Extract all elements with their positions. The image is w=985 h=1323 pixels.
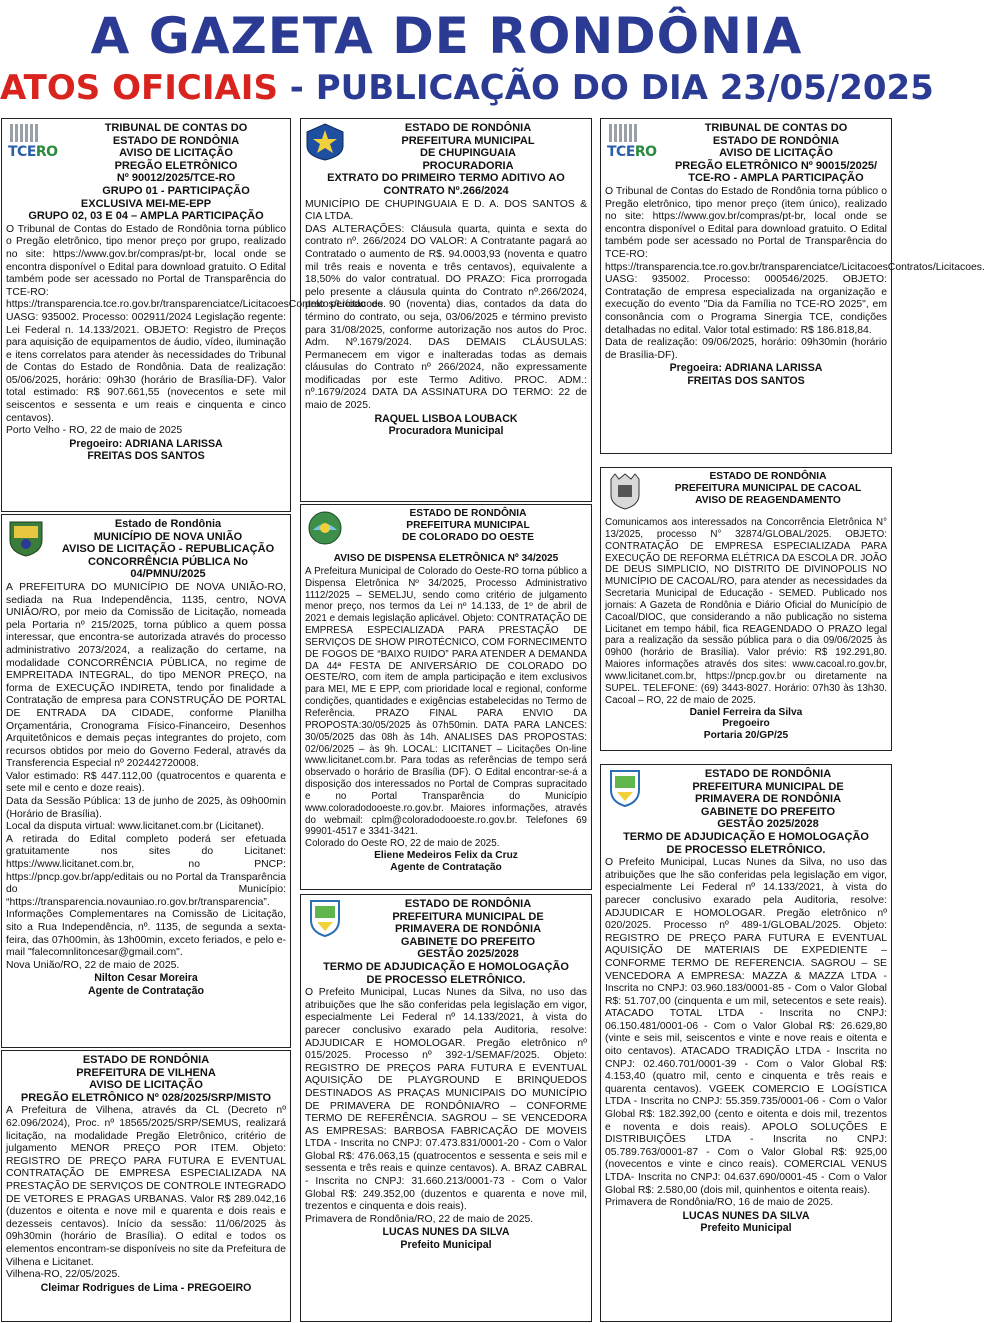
tce-ro-logo-icon: TCERO [6, 122, 62, 166]
notice-signature: Procuradora Municipal [388, 425, 504, 438]
notice-heading: TERMO DE ADJUDICAÇÃO E HOMOLOGAÇÃO [323, 960, 569, 973]
notice-paragraph: A retirada do Edital completo poderá ser efetuada gratuitamente nos sites do Licitanet: https://www.licitanet.com.br, no PNCP: https://pncp.gov.br/app/editais ou no Portal da Transparência do Município: “https://transparencia.novauniao.ro.gov.br/transparencia”. [6, 833, 286, 908]
notice-paragraph: UASG: 935002. Processo: 002911/2024 Legislação regente: Lei Federal n. 14.133/2021. OBJETO: Registro de Preços para aquisição de equipamentos de áudio, vídeo, iluminação e itens correlatos para atender às necessidades do Tribunal de Contas do Estado de Rondônia. Data de realização: 05/06/2025, horário: 09h30 (horário de Brasília-DF). Valor total estimado: R$ 907.661,55 (novecentos e sete mil seiscentos e sessenta e um reais e cinquenta e cinco centavos). [6, 311, 286, 424]
notice-heading: GRUPO 01 - PARTICIPAÇÃO [102, 184, 250, 197]
notice-heading: GRUPO 02, 03 E 04 – AMPLA PARTICIPAÇÃO [28, 210, 264, 223]
notice-signature: Agente de Contratação [390, 861, 502, 873]
notice-paragraph: O Tribunal de Contas do Estado de Rondônia torna público o Pregão eletrônico, tipo menor preço (item único), realizado no site: https://www.gov.br/compras/pt-br, local onde se encontra disponível o Edital para download gratuito. O Edital também pode ser acessado no Portal de Transparência do TCE-RO: https://transparencia.tce.ro.gov.br/transparenciatce/LicitacoesContratos/Licitacoes. [605, 185, 985, 273]
notice-heading: ESTADO DE RONDÔNIA [409, 508, 527, 519]
notice-heading: ESTADO DE RONDÔNIA [704, 768, 832, 780]
notice-signature: Agente de Contratação [88, 984, 204, 997]
notice-paragraph: Primavera de Rondônia/RO, 16 de maio de 2025. [605, 1197, 834, 1209]
notice-heading: MUNICÍPIO DE NOVA UNIÃO [93, 530, 243, 543]
notice-heading: ESTADO DE RONDÔNIA [709, 471, 827, 482]
notice-heading: GABINETE DO PREFEITO [400, 935, 536, 948]
notice-signature: RAQUEL LISBOA LOUBACK [374, 412, 518, 425]
notice-paragraph: A Prefeitura Municipal de Colorado do Oeste-RO torna público a Dispensa Eletrônica Nº 34/2025, Processo Administrativo 1112/2025 – SEMELJU, sendo como critério de julgamento menor preço, nos termos da Lei nº 14.133, de 1º de abril de 2021 e demais legislação aplicável. Objeto: CONTRATAÇÃO DE EMPRESA ESPECIALIZADA PARA PRESTAÇÃO DE SERVIÇOS DE SHOW PIROTÉCNICO, COM FORNECIMENTO DE FOGOS DE “BAIXO RUIDO” PARA ATENDER A DEMANDA DA 44ª FESTA DE ANIVERSÁRIO DE COLORADO DO OESTE/RO, com item de ampla participação e item exclusivos para MEI, ME E EPP, com prioridade local e regional, conforme condições, quantidades e exigências estabelecidas no Termo de Referência. PRAZO FINAL PARA ENVIO DA PROPOSTA:30/05/2025 às 07h50min. DATA PARA LANCES: 30/05/2025 das 08h às 14h. ANALISES DAS PROPOSTAS: 02/06/2025 – às 9h. LOCAL: LICITANET – Licitações On-line www.licitanet.com.br. Para todas as referências de tempo será observado o horário de Brasília (DF). O Edital encontrar-se-á a disposição dos interessados no Portal de Compras supracitado e no Portal Transparência do Município www.coloradodooeste.ro.gov.br. Maiores informações, através do webmail: cplm@coloradodooeste.ro.gov.br. Telefones 69 99901-4517 e 3341-3421. [305, 565, 587, 838]
notice-signature: Prefeito Municipal [700, 1222, 792, 1235]
notice-signature: Pregoeira: ADRIANA LARISSA [669, 362, 823, 375]
tce-ro-logo-icon: TCERO [605, 122, 661, 166]
notice-paragraph: O Prefeito Municipal, Lucas Nunes da Silva, no uso das atribuições que lhe são conferidas pela legislação em vigor, especialmente Lei Federal nº 14.133/2021, à vista do parecer conclusivo exarado pela Auditoria, resolve: ADJUDICAR E HOMOLOGAR. Pregão eletrônico nº 015/2025. Processo nº 392-1/SEMAF/2025. Objeto: REGISTRO DE PREÇOS PARA FUTURA E EVENTUAL AQUISIÇÃO DE PLAYGROUND E BRINQUEDOS DESTINADOS AS PRAÇAS MUNICIPAIS DO MUNICÍPIO DE PRIMAVERA DE RONDÔNIA/RO – CONFORME TERMO DE REFERÊNCIA. SAGROU – SE VENCEDORA AS EMPRESAS: BARBOSA FABRICAÇÃO DE MOVEIS LTDA - Inscrita no CNPJ: 07.473.831/0001-20 - Com o Valor Global R$: 476.063,15 (quatrocentos e sessenta e seis mil e sessenta e três reais e quinze centavos). A. BRAZ CABRAL - Inscrita no CNPJ: 31.660.213/0001-73 - Com o Valor Global R$: 249.352,00 (duzentos e quarenta e nove mil, trezentos e cinquenta e dois reais). [305, 987, 587, 1213]
notice-heading: PREFEITURA MUNICIPAL DE [692, 780, 844, 793]
notice-signature: Prefeito Municipal [400, 1239, 492, 1252]
notice-heading: AVISO DE DISPENSA ELETRÔNICA Nº 34/2025 [333, 553, 559, 564]
notice-heading: ESTADO DE RONDÔNIA [112, 134, 240, 147]
notice-signature: Eliene Medeiros Felix da Cruz [374, 850, 518, 862]
colorado-crest-icon [305, 508, 345, 553]
notice-signature: Cleimar Rodrigues de Lima - PREGOEIRO [40, 1281, 252, 1294]
notice-heading: DE PROCESSO ELETRÔNICO. [666, 843, 826, 856]
notice-heading: EXTRATO DO PRIMEIRO TERMO ADITIVO AO CONTRATO Nº.266/2024 [327, 172, 565, 197]
notice-tce-pregao-90015 [600, 118, 985, 454]
notice-heading: GABINETE DO PREFEITO [700, 805, 836, 818]
notice-heading: GESTÃO 2025/2028 [717, 818, 819, 831]
notice-heading: AVISO DE LICITAÇÃO - REPUBLICAÇÃO [61, 543, 275, 556]
notice-heading: TCE-RO - AMPLA PARTICIPAÇÃO [688, 172, 864, 185]
notice-heading: ESTADO DE RONDÔNIA [712, 134, 840, 147]
notice-paragraph: UASG: 935002. Processo: 000546/2025. OBJETO: Contratação de empresa especializada na organização e execução do evento "Dia da Família no TCE-RO 2025", em consonância com o Programa Sinergia TCE, condições detalhadas no edital. Valor total estimado: R$ 186.818,84. [605, 274, 887, 336]
notice-chupinguaia-termo-aditivo [300, 118, 592, 502]
notice-heading: PREFEITURA MUNICIPAL DE CACOAL [674, 482, 862, 494]
notice-heading: EXCLUSIVA MEI-ME-EPP [80, 197, 212, 210]
notice-heading: ESTADO DE RONDÔNIA [404, 898, 532, 910]
notice-paragraph: Local da disputa virtual: www.licitanet.com.br (Licitanet). [6, 821, 265, 833]
notice-signature: LUCAS NUNES DA SILVA [682, 1209, 810, 1222]
notice-heading: Estado de Rondônia [114, 518, 222, 530]
notice-heading: AVISO DE LICITAÇÃO [89, 1079, 203, 1092]
notice-vilhena-pregao [1, 1050, 291, 1322]
primavera-crest-icon [305, 898, 345, 943]
notice-paragraph: Valor estimado: R$ 447.112,00 (quatrocentos e quarenta e sete mil e cento e doze reais). [6, 770, 286, 795]
notice-paragraph: Vilhena-RO, 22/05/2025. [6, 1269, 121, 1281]
notice-heading: PREFEITURA MUNICIPAL DE [392, 910, 544, 923]
notice-heading: PREGÃO ELETRÔNICO Nº 028/2025/SRP/MISTO [20, 1091, 272, 1104]
notice-heading: TRIBUNAL DE CONTAS DO [704, 122, 848, 134]
masthead [0, 0, 934, 112]
notice-heading: AVISO DE LICITAÇÃO [119, 147, 233, 160]
notice-cacoal-reagendamento [600, 467, 892, 751]
chupinguaia-crest-icon [305, 122, 345, 167]
notice-signature: FREITAS DOS SANTOS [87, 450, 205, 463]
notice-paragraph: Porto Velho - RO, 22 de maio de 2025 [6, 425, 183, 437]
notice-tce-pregao-90012 [1, 118, 386, 512]
primavera-crest-icon [605, 768, 645, 813]
notice-colorado-dispensa [300, 504, 592, 890]
notice-paragraph: Primavera de Rondônia/RO, 22 de maio de 2025. [305, 1213, 534, 1225]
notice-signature: Daniel Ferreira da Silva [689, 706, 803, 718]
section-title: ATOS OFICIAIS [0, 68, 278, 108]
notice-heading: PRIMAVERA DE RONDÔNIA [694, 793, 842, 806]
notice-paragraph: Nova União/RO, 22 de maio de 2025. [6, 959, 180, 971]
notice-paragraph: Comunicamos aos interessados na Concorrência Eletrônica N° 13/2025, processo N° 32874/GLOBAL/2025. OBJETO: CONTRATAÇÃO DE EMPRESA ESPECIALIZADA PARA EXECUÇÃO DE REFORMA ELÉTRICA DA ESCOLA DR. JOÃO DE DEUS SIMPLICIO, NO DISTRITO DE DIVINOPOLIS NO MUNICÍPIO DE CACOAL/RO, para atender as necessidades da Secretaria Municipal de Educação - SEMED. Publicado nos jornais: A Gazeta de Rondônia e Diário Oficial do Município de Cacoal/DIOC, que considerando a não publicação no sistema Licitanet em tempo hábil, fica REAGENDADO O PRAZO legal para a realização da sessão pública para o dia 09/06/2025 às 09h00 (horário de Brasília). Valor prévio: R$ 192.291,80. Maiores informações através dos sites: www.cacoal.ro.gov.br, www.licitanet.com.br, https://pncp.gov.br ou diretamente na SUPEL. TELEFONE: (69) 3443-8027. Horário: 07h30 às 13h30. Cacoal – RO, 22 de maio de 2025. [605, 517, 887, 706]
notice-paragraph: O Tribunal de Contas do Estado de Rondônia torna público o Pregão eletrônico, tipo menor preço por grupo, realizado no site: https://www.gov.br/compras/pt-br, local onde se encontra disponível o Edital para download gratuito. O Edital também pode ser acessado no Portal de Transparência do TCE-RO: https://transparencia.tce.ro.gov.br/transparenciatce/LicitacoesContratos/Licitacoes. [6, 223, 386, 311]
notice-heading: GESTÃO 2025/2028 [417, 948, 519, 961]
notice-signature: Portaria 20/GP/25 [703, 730, 789, 742]
notice-heading: AVISO DE LICITAÇÃO [719, 147, 833, 160]
notice-signature: Pregoeiro: ADRIANA LARISSA [69, 437, 223, 450]
notice-heading: TERMO DE ADJUDICAÇÃO E HOMOLOGAÇÃO [623, 830, 869, 843]
notice-paragraph: MUNICÍPIO DE CHUPINGUAIA E D. A. DOS SANTOS & CIA LTDA. [305, 198, 587, 223]
notice-primavera-homologacao-015 [300, 894, 592, 1322]
notice-paragraph: O Prefeito Municipal, Lucas Nunes da Silva, no uso das atribuições que lhe são conferidas pela legislação em vigor, especialmente Lei Federal nº 14.133/2021, à vista do parecer conclusivo exarado pela Auditoria, resolve: ADJUDICAR E HOMOLOGAR. Pregão eletrônico nº 020/2025. Processo nº 489-1/GLOBAL/2025. Objeto: REGISTRO DE PREÇO PARA FUTURA E EVENTUAL AQUISIÇÃO DE MATERIAIS DE EXPEDIENTE – CONFORME TERMO DE REFERENCIA. SAGROU – SE VENCEDORA A EMPRESA: MAZZA & MAZZA LTDA - Inscrita no CNPJ: 03.960.183/0001-85 - Com o Valor Global R$: 51.707,00 (cinquenta e um mil, setecentos e sete reais). ATACADO TOTAL LTDA - Inscrita no CNPJ: 06.150.481/0001-06 - Com o Valor Global R$: 26.629,80 (vinte e seis mil, seiscentos e vinte e nove reais e oitenta e oito centavos). ATACADO TRADIÇÃO LTDA - Inscrita no CNPJ: 02.460.701/0001-39 - Com o Valor Global R$: 4.153,40 (quatro mil, cento e cinquenta e três reais e quarenta centavos). VGEEK COMERCIO E LOGÍSTICA LTDA - Inscrita no CNPJ: 55.359.735/0001-06 - Com o Valor Global R$: 182.392,00 (cento e oitenta e dois mil, trezentos e noventa e dois reais). APOLO SOLUÇÕES E DISTRIBUIÇÕES LTDA - Inscrita no CNPJ: 05.789.763/0001-87 - Com o Valor Global R$: 925,00 (novecentos e vinte e cinco reais). COMERCIAL VENUS LTDA- Inscrita no CNPJ: 04.637.690/0001-45 - Com o Valor Global R$: 2.580,00 (dois mil, quinhentos e oitenta reais). [605, 857, 887, 1196]
notice-heading: DE COLORADO DO OESTE [402, 531, 534, 543]
notice-paragraph: Informações Complementares na Comissão de Licitação, sito a Rua Independência, nº. 1135, de segunda a sexta-feira, das 07h00min, às 13h00min, exceto feriados, e pelo e-mail "falecomnlitoncesar@gmail.com". [6, 909, 286, 959]
notice-heading: PREFEITURA DE VILHENA [76, 1066, 216, 1079]
notice-heading: ESTADO DE RONDÔNIA [82, 1054, 210, 1066]
notice-heading: DE CHUPINGUAIA [420, 147, 516, 160]
notice-signature: FREITAS DOS SANTOS [687, 374, 805, 387]
notice-nova-uniao-concorrencia [1, 514, 291, 1048]
notice-paragraph: Colorado do Oeste RO, 22 de maio de 2025. [305, 838, 500, 850]
notice-heading: PROCURADORIA [422, 159, 514, 172]
notice-heading: PREGÃO ELETRÔNICO [114, 159, 238, 172]
nova-uniao-crest-icon [6, 518, 46, 563]
cacoal-crest-icon [605, 471, 645, 516]
notice-paragraph: Data de realização: 09/06/2025, horário: 09h30min (horário de Brasília-DF). [605, 337, 887, 361]
notice-paragraph: A Prefeitura de Vilhena, através da CL (Decreto nº 62.096/2024), Proc. nº 18565/2025/SRP/SEMUS, realizará licitação, na modalidade Pregão Eletrônico, critério de julgamento MENOR PREÇO POR ITEM. Objeto: REGISTRO DE PREÇO PARA FUTURA E EVENTUAL CONTRATAÇÃO DE EMPRESA ESPECIALIZADA NA PRESTAÇÃO DE SERVIÇOS DE CONTROLE INTEGRADO DE VETORES E PRAGAS URBANAS. Valor R$ 289.042,16 (duzentos e oitenta e nove mil e quarenta e dois reais e dezesseis centavos). Início da sessão: 11/06/2025 às 09h30min (horário de Brasília). O edital e todos os elementos encontram-se disponíveis no site da Prefeitura de Vilhena e Licitanet. [6, 1105, 286, 1268]
notice-heading: PREFEITURA MUNICIPAL [406, 519, 530, 531]
notice-paragraph: Data da Sessão Pública: 13 de junho de 2025, às 09h00min (Horário de Brasília). [6, 796, 286, 820]
notice-heading: CONCORRÊNCIA PÚBLICA No 04/PMNU/2025 [88, 555, 248, 581]
notice-heading: PREFEITURA MUNICIPAL [401, 134, 535, 147]
notice-heading: AVISO DE REAGENDAMENTO [695, 494, 841, 506]
publication-date: PUBLICAÇÃO DO DIA 23/05/2025 [315, 68, 934, 108]
notice-heading: ESTADO DE RONDÔNIA [404, 122, 532, 134]
notice-paragraph: A PREFEITURA DO MUNICÍPIO DE NOVA UNIÃO-RO, sediada na Rua Independência, 1135, centro, NOVA UNIÃO/RO, por meio da Comissão de Licitação, nomeada pela Portaria nº 215/2025, torna público a quem possa interessar, que encontra-se autorizada através do processo administrativo 2073/2024, a realização do certame, na modalidade CONCORRÊNCIA PÚBLICA, no regime de EMPREITADA INTEGRAL, do tipo MENOR PREÇO, na forma de EXECUÇÃO INDIRETA, tendo por finalidade a Contratação de empresa para CONSTRUÇÃO DE PORTAL DE ENTRADA DA CIDADE, conforme Planilha Orçamentária, Cronograma Físico-Financeiro, Desenhos Arquitetônicos e demais peças integrantes do projeto, com recursos obtidos por meio do Governo Federal, através da Transferencia Especial nº 202442720008. [6, 581, 286, 770]
notice-signature: Nilton Cesar Moreira [94, 972, 198, 985]
notice-heading: DE PROCESSO ELETRÔNICO. [366, 973, 526, 986]
notice-heading: PREGÃO ELETRÔNICO Nº 90015/2025/ [674, 159, 878, 172]
notice-signature: LUCAS NUNES DA SILVA [382, 1226, 510, 1239]
notice-heading: Nº 90012/2025/TCE-RO [116, 172, 236, 185]
newspaper-title: A GAZETA DE RONDÔNIA [90, 7, 803, 65]
edition-subtitle: ATOS OFICIAIS - PUBLICAÇÃO DO DIA 23/05/2025 [0, 68, 934, 108]
notice-heading: PRIMAVERA DE RONDÔNIA [394, 923, 542, 936]
notice-signature: Pregoeiro [722, 718, 770, 730]
notice-primavera-homologacao-020 [600, 764, 892, 1322]
notice-paragraph: DAS ALTERAÇÕES: Cláusula quarta, quinta e sexta do contrato nº. 266/2024 DO VALOR: A Contratante pagará ao Contratado o aumento de R$. 94.0003,93 (noventa e quatro mil três reais e noventa e três centavos), equivalente a 18,50% do valor contratual. DO PRAZO: Fica prorrogada pelo presente a cláusula quinta do Contrato nº.266/2024, pelo período de 90 (noventa) dias, contados da data do término do contrato, ou seja, 03/06/2025 e término previsto para 31/08/2025, conforme autorização nos autos do Proc. Adm. Nº.1679/2024. DAS DEMAIS CLÁUSULAS: Permanecem em vigor e inalteradas todas as demais cláusulas do Contrato nº 266/2024, não expressamente modificadas por este Termo Aditivo. PROC. ADM.: nº.1679/2024 DATA DA ASSINATURA DO TERMO: 22 de maio de 2025. [305, 223, 587, 412]
notice-heading: TRIBUNAL DE CONTAS DO [104, 122, 248, 134]
